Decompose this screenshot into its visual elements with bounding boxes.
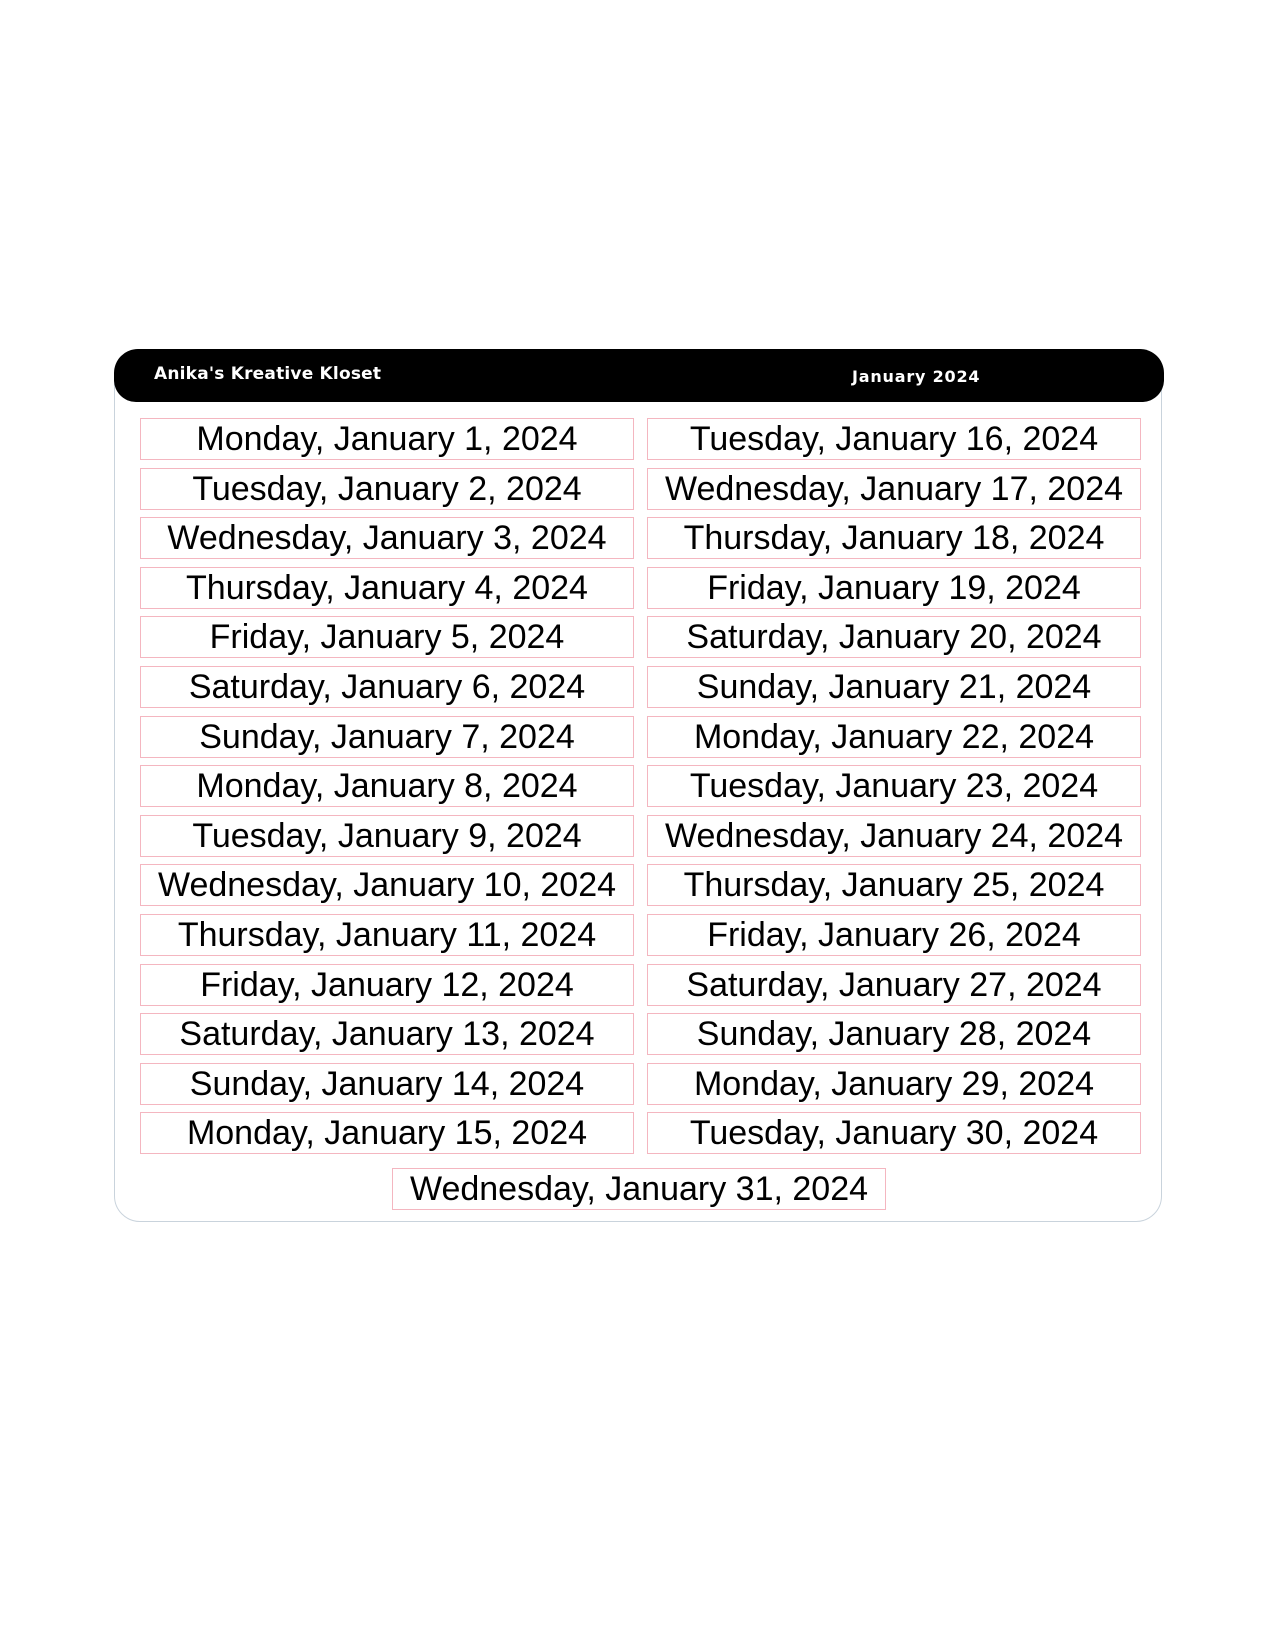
planner-sticker-sheet <box>114 349 1162 1222</box>
date-cell-left: Monday, January 1, 2024 <box>140 418 634 460</box>
date-cell-right: Saturday, January 20, 2024 <box>647 616 1141 658</box>
date-cell-left: Saturday, January 13, 2024 <box>140 1013 634 1055</box>
date-cell-right: Thursday, January 18, 2024 <box>647 517 1141 559</box>
date-cell-left: Saturday, January 6, 2024 <box>140 666 634 708</box>
date-cell-left: Friday, January 5, 2024 <box>140 616 634 658</box>
date-cell-left: Wednesday, January 3, 2024 <box>140 517 634 559</box>
date-cell-left: Tuesday, January 9, 2024 <box>140 815 634 857</box>
date-cell-right: Thursday, January 25, 2024 <box>647 864 1141 906</box>
brand-name: Anika's Kreative Kloset <box>154 364 382 384</box>
date-cell-right: Monday, January 22, 2024 <box>647 716 1141 758</box>
date-cell-right: Friday, January 26, 2024 <box>647 914 1141 956</box>
date-cell-left: Sunday, January 7, 2024 <box>140 716 634 758</box>
date-cell-left: Monday, January 15, 2024 <box>140 1112 634 1154</box>
date-cell-right: Tuesday, January 30, 2024 <box>647 1112 1141 1154</box>
date-cell-right: Saturday, January 27, 2024 <box>647 964 1141 1006</box>
date-cell-left: Tuesday, January 2, 2024 <box>140 468 634 510</box>
date-cell-last: Wednesday, January 31, 2024 <box>392 1168 886 1210</box>
header-bar <box>114 349 1164 402</box>
date-cell-right: Sunday, January 28, 2024 <box>647 1013 1141 1055</box>
month-label: January 2024 <box>852 367 981 386</box>
date-cell-right: Friday, January 19, 2024 <box>647 567 1141 609</box>
date-cell-left: Monday, January 8, 2024 <box>140 765 634 807</box>
date-cell-right: Tuesday, January 16, 2024 <box>647 418 1141 460</box>
date-cell-left: Thursday, January 4, 2024 <box>140 567 634 609</box>
date-cell-right: Wednesday, January 17, 2024 <box>647 468 1141 510</box>
date-cell-left: Friday, January 12, 2024 <box>140 964 634 1006</box>
date-cell-right: Tuesday, January 23, 2024 <box>647 765 1141 807</box>
date-cell-right: Monday, January 29, 2024 <box>647 1063 1141 1105</box>
date-cell-right: Sunday, January 21, 2024 <box>647 666 1141 708</box>
date-cell-left: Sunday, January 14, 2024 <box>140 1063 634 1105</box>
date-cell-right: Wednesday, January 24, 2024 <box>647 815 1141 857</box>
date-cell-left: Wednesday, January 10, 2024 <box>140 864 634 906</box>
date-cell-left: Thursday, January 11, 2024 <box>140 914 634 956</box>
